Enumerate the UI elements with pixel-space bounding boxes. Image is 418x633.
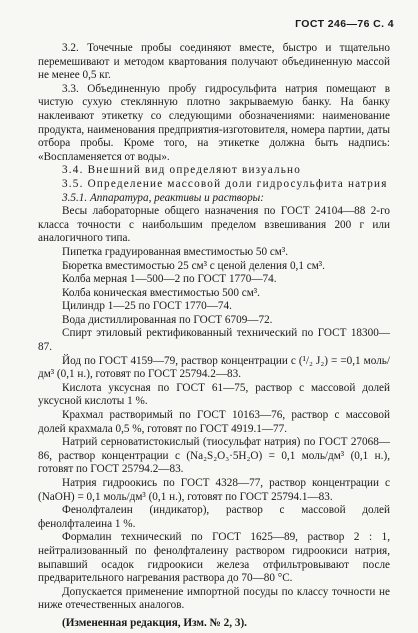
page-header: ГОСТ 246—76 С. 4	[295, 18, 394, 30]
item-sodium-thiosulfate: Натрий серноватистокислый (тиосульфат натрия) по ГОСТ 27068—86, раствор концентрации c (Na₂S₂O₃·5H₂O) = 0,1 моль/дм³ (0,1 н.), готовят по ГОСТ 25794.2—83.	[38, 436, 390, 476]
note-imported-glassware: Допускается применение импортной посуды по классу точности не ниже отечественных аналогов.	[38, 585, 390, 612]
item-conical-flask: Колба коническая вместимостью 500 см³.	[62, 286, 260, 299]
item-pipette: Пипетка градуированная вместимостью 50 см³.	[62, 245, 289, 258]
paragraph-3-5: 3.5. Определение массовой доли гидросульфита натрия	[62, 177, 388, 190]
item-scales: Весы лабораторные общего назначения по ГОСТ 24104—88 2-го класса точности с наибольшим пределом взвешивания 200 г или аналогичного типа.	[38, 205, 390, 245]
amendment-note: (Измененная редакция, Изм. № 2, 3).	[62, 616, 247, 629]
document-body	[38, 42, 390, 631]
item-iodine: Йод по ГОСТ 4159—79, раствор концентрации c (¹/₂ J₂) = =0,1 моль/дм³ (0,1 н.), готовят по ГОСТ 25794.2—83.	[38, 354, 390, 381]
paragraph-3-4: 3.4. Внешний вид определяют визуально	[62, 164, 302, 177]
item-burette: Бюретка вместимостью 25 см³ с ценой деления 0,1 см³.	[62, 259, 325, 272]
paragraph-3-5-1: 3.5.1. Аппаратура, реактивы и растворы:	[62, 191, 264, 204]
item-starch: Крахмал растворимый по ГОСТ 10163—76, раствор с массовой долей крахмала 0,5 %, готовят по ГОСТ 4919.1—77.	[38, 409, 390, 435]
item-acetic-acid: Кислота уксусная по ГОСТ 61—75, раствор с массовой долей уксусной кислоты 1 %.	[38, 381, 390, 408]
item-volumetric-flask: Колба мерная 1—500—2 по ГОСТ 1770—74.	[62, 273, 277, 286]
paragraph-3-3: 3.3. Объединенную пробу гидросульфита натрия помещают в чистую сухую стеклянную плотно закрываемую банку. На банку наклеивают этикетку со следующими обозначениями: наименование продукта, наименования предприятия-изготовителя, номера партии, даты отбора пробы. Кроме того, на этикетке должна быть надпись: «Воспламеняется от воды».	[38, 82, 390, 163]
item-distilled-water: Вода дистиллированная по ГОСТ 6709—72.	[62, 313, 273, 326]
item-sodium-hydroxide: Натрия гидроокись по ГОСТ 4328—77, раствор концентрации c (NaOH) = 0,1 моль/дм³ (0,1 н.), готовят по ГОСТ 25794.1—83.	[38, 477, 390, 503]
item-ethyl-alcohol: Спирт этиловый ректификованный технический по ГОСТ 18300—87.	[38, 327, 390, 354]
paragraph-3-2: 3.2. Точечные пробы соединяют вместе, быстро и тщательно перемешивают и методом квартования получают объединенную массой не менее 0,5 кг.	[38, 42, 390, 82]
item-cylinder: Цилиндр 1—25 по ГОСТ 1770—74.	[62, 300, 232, 313]
item-formalin: Формалин технический по ГОСТ 1625—89, раствор 2 : 1, нейтрализованный по фенолфталеину раствором гидроокиси натрия, выпавший осадок гидроокиси железа отфильтровывают после предварительного нагревания раствора до 70—80 °С.	[38, 531, 390, 585]
item-phenolphthalein: Фенолфталеин (индикатор), раствор с массовой долей фенолфталеина 1 %.	[38, 504, 390, 530]
